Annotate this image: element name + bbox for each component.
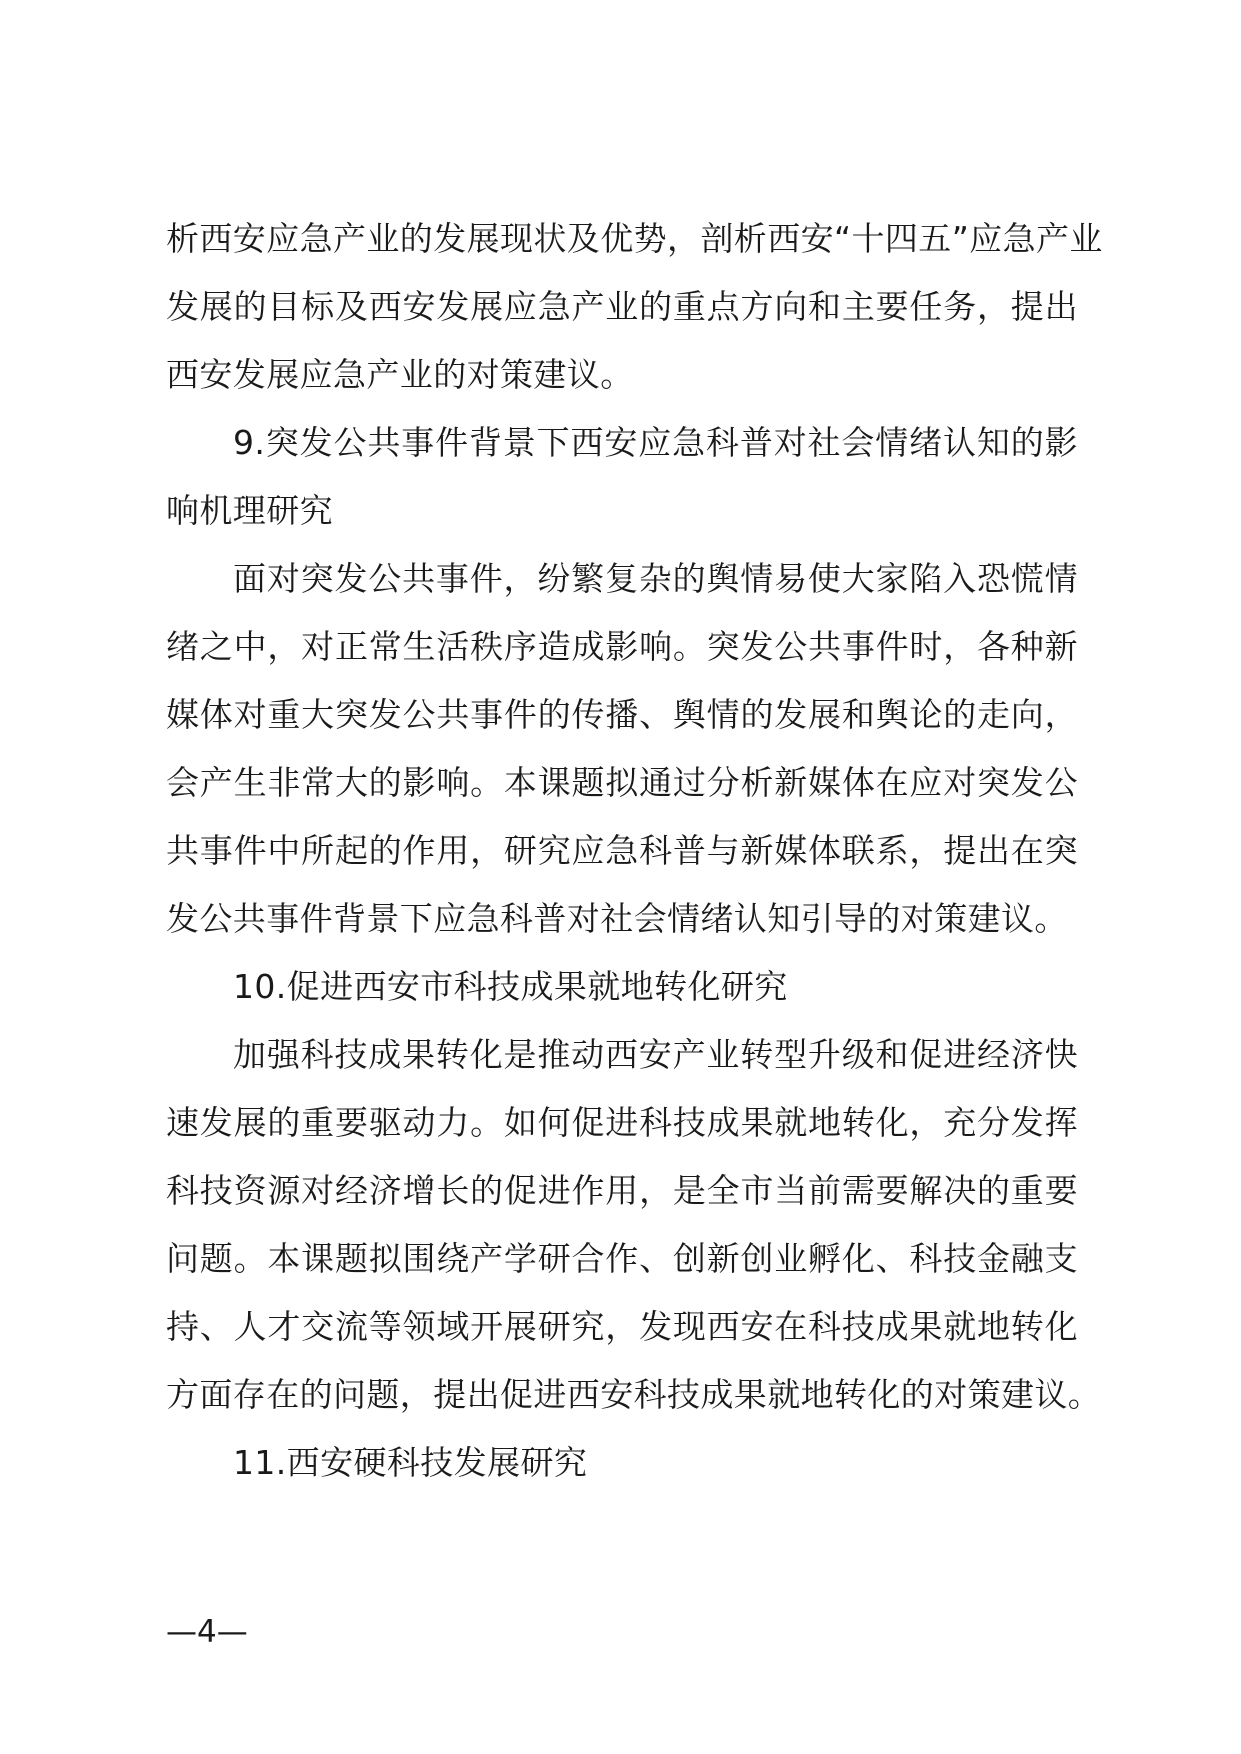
text-line: 加强科技成果转化是推动西安产业转型升级和促进经济快 (233, 1035, 1078, 1074)
paragraph-public-events (166, 545, 1078, 953)
heading-line: 响机理研究 (166, 491, 333, 530)
text-line: 科技资源对经济增长的促进作用，是全市当前需要解决的重要 (166, 1171, 1078, 1210)
text-line: 绪之中，对正常生活秩序造成影响。突发公共事件时，各种新 (166, 627, 1078, 666)
text-line: 持、人才交流等领域开展研究，发现西安在科技成果就地转化 (166, 1307, 1078, 1346)
text-line: 速发展的重要驱动力。如何促进科技成果就地转化，充分发挥 (166, 1103, 1078, 1142)
text-line: 媒体对重大突发公共事件的传播、舆情的发展和舆论的走向， (166, 695, 1078, 734)
heading-line: 10.促进西安市科技成果就地转化研究 (233, 967, 788, 1006)
paragraph-emergency-industry-continuation (166, 205, 1103, 409)
document-body (166, 205, 1103, 1497)
text-line: 共事件中所起的作用，研究应急科普与新媒体联系，提出在突 (166, 831, 1078, 870)
heading-line: 11.西安硬科技发展研究 (233, 1443, 588, 1482)
paragraph-tech-transfer (166, 1021, 1102, 1429)
section-heading-9 (166, 409, 1078, 545)
text-line: 方面存在的问题，提出促进西安科技成果就地转化的对策建议。 (166, 1375, 1102, 1414)
section-heading-11 (166, 1429, 1078, 1497)
heading-line: 9.突发公共事件背景下西安应急科普对社会情绪认知的影 (233, 423, 1078, 462)
text-line: 会产生非常大的影响。本课题拟通过分析新媒体在应对突发公 (166, 763, 1078, 802)
text-line: 发公共事件背景下应急科普对社会情绪认知引导的对策建议。 (166, 899, 1068, 938)
section-heading-10 (166, 953, 1078, 1021)
text-line: 西安发展应急产业的对策建议。 (166, 355, 634, 394)
text-line: 发展的目标及西安发展应急产业的重点方向和主要任务，提出 (166, 287, 1078, 326)
text-line: 问题。本课题拟围绕产学研合作、创新创业孵化、科技金融支 (166, 1239, 1078, 1278)
text-line: 面对突发公共事件，纷繁复杂的舆情易使大家陷入恐慌情 (233, 559, 1078, 598)
page-number: —4— (166, 1614, 248, 1650)
text-line: 析西安应急产业的发展现状及优势，剖析西安“十四五”应急产业 (166, 219, 1103, 258)
